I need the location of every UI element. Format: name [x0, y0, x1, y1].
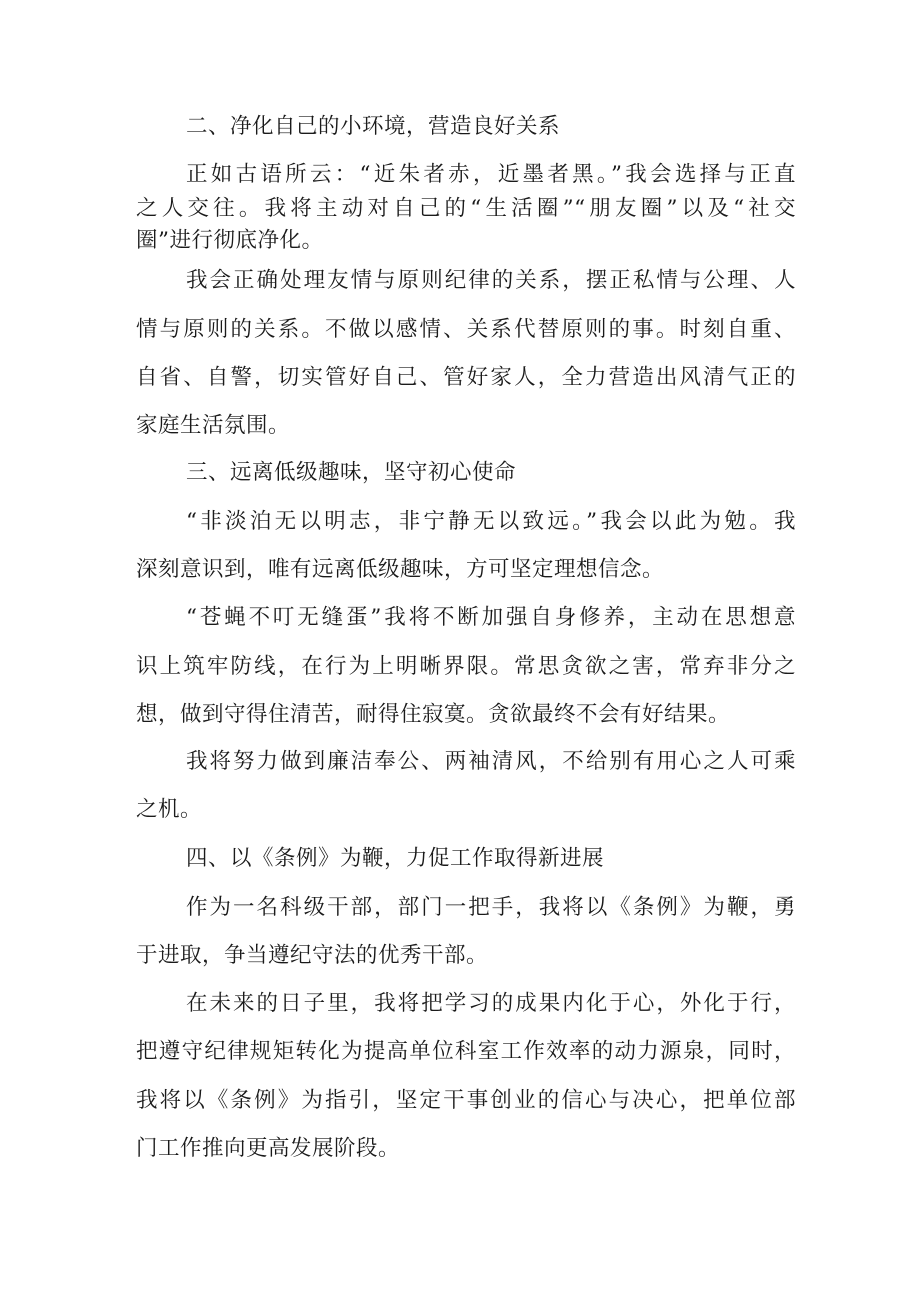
paragraph-line: 深刻意识到，唯有远离低级趣味，方可坚定理想信念。	[136, 557, 665, 582]
paragraph-line: 我将以《条例》为指引，坚定干事创业的信心与决心，把单位部	[136, 1088, 796, 1113]
paragraph-line: 识上筑牢防线，在行为上明晰界限。常思贪欲之害，常弃非分之	[136, 654, 796, 679]
paragraph-line: 我将努力做到廉洁奉公、两袖清风，不给别有用心之人可乘	[186, 749, 796, 774]
paragraph-line: 在未来的日子里，我将把学习的成果内化于心，外化于行，	[186, 991, 796, 1016]
paragraph-line: 我会正确处理友情与原则纪律的关系，摆正私情与公理、人	[186, 268, 796, 293]
paragraph-line: 自省、自警，切实管好自己、管好家人，全力营造出风清气正的	[136, 365, 796, 390]
paragraph-line: 门工作推向更高发展阶段。	[136, 1136, 401, 1161]
paragraph-line: 圈”进行彻底净化。	[136, 228, 324, 253]
paragraph-line: 想，做到守得住清苦，耐得住寂寞。贪欲最终不会有好结果。	[136, 702, 731, 727]
section-heading-3: 三、远离低级趣味，坚守初心使命	[186, 460, 517, 485]
paragraph-line: 之机。	[136, 797, 203, 822]
paragraph-line: “苍蝇不叮无缝蛋”我将不断加强自身修养，主动在思想意	[186, 605, 796, 630]
paragraph-line: 于进取，争当遵纪守法的优秀干部。	[136, 943, 489, 968]
paragraph-line: 家庭生活氛围。	[136, 413, 291, 438]
paragraph-line: 作为一名科级干部，部门一把手，我将以《条例》为鞭，勇	[186, 895, 796, 920]
paragraph-line: 把遵守纪律规矩转化为提高单位科室工作效率的动力源泉，同时，	[136, 1039, 796, 1064]
paragraph-line: 情与原则的关系。不做以感情、关系代替原则的事。时刻自重、	[136, 317, 796, 342]
section-heading-2: 二、净化自己的小环境，营造良好关系	[186, 114, 561, 139]
paragraph-line: “非淡泊无以明志，非宁静无以致远。”我会以此为勉。我	[186, 509, 796, 534]
paragraph-line: 正如古语所云：“近朱者赤，近墨者黑。”我会选择与正直	[186, 162, 796, 187]
section-heading-4: 四、以《条例》为鞭，力促工作取得新进展	[186, 846, 605, 871]
paragraph-line: 之人交往。我将主动对自己的“生活圈”“朋友圈”以及“社交	[136, 196, 796, 221]
